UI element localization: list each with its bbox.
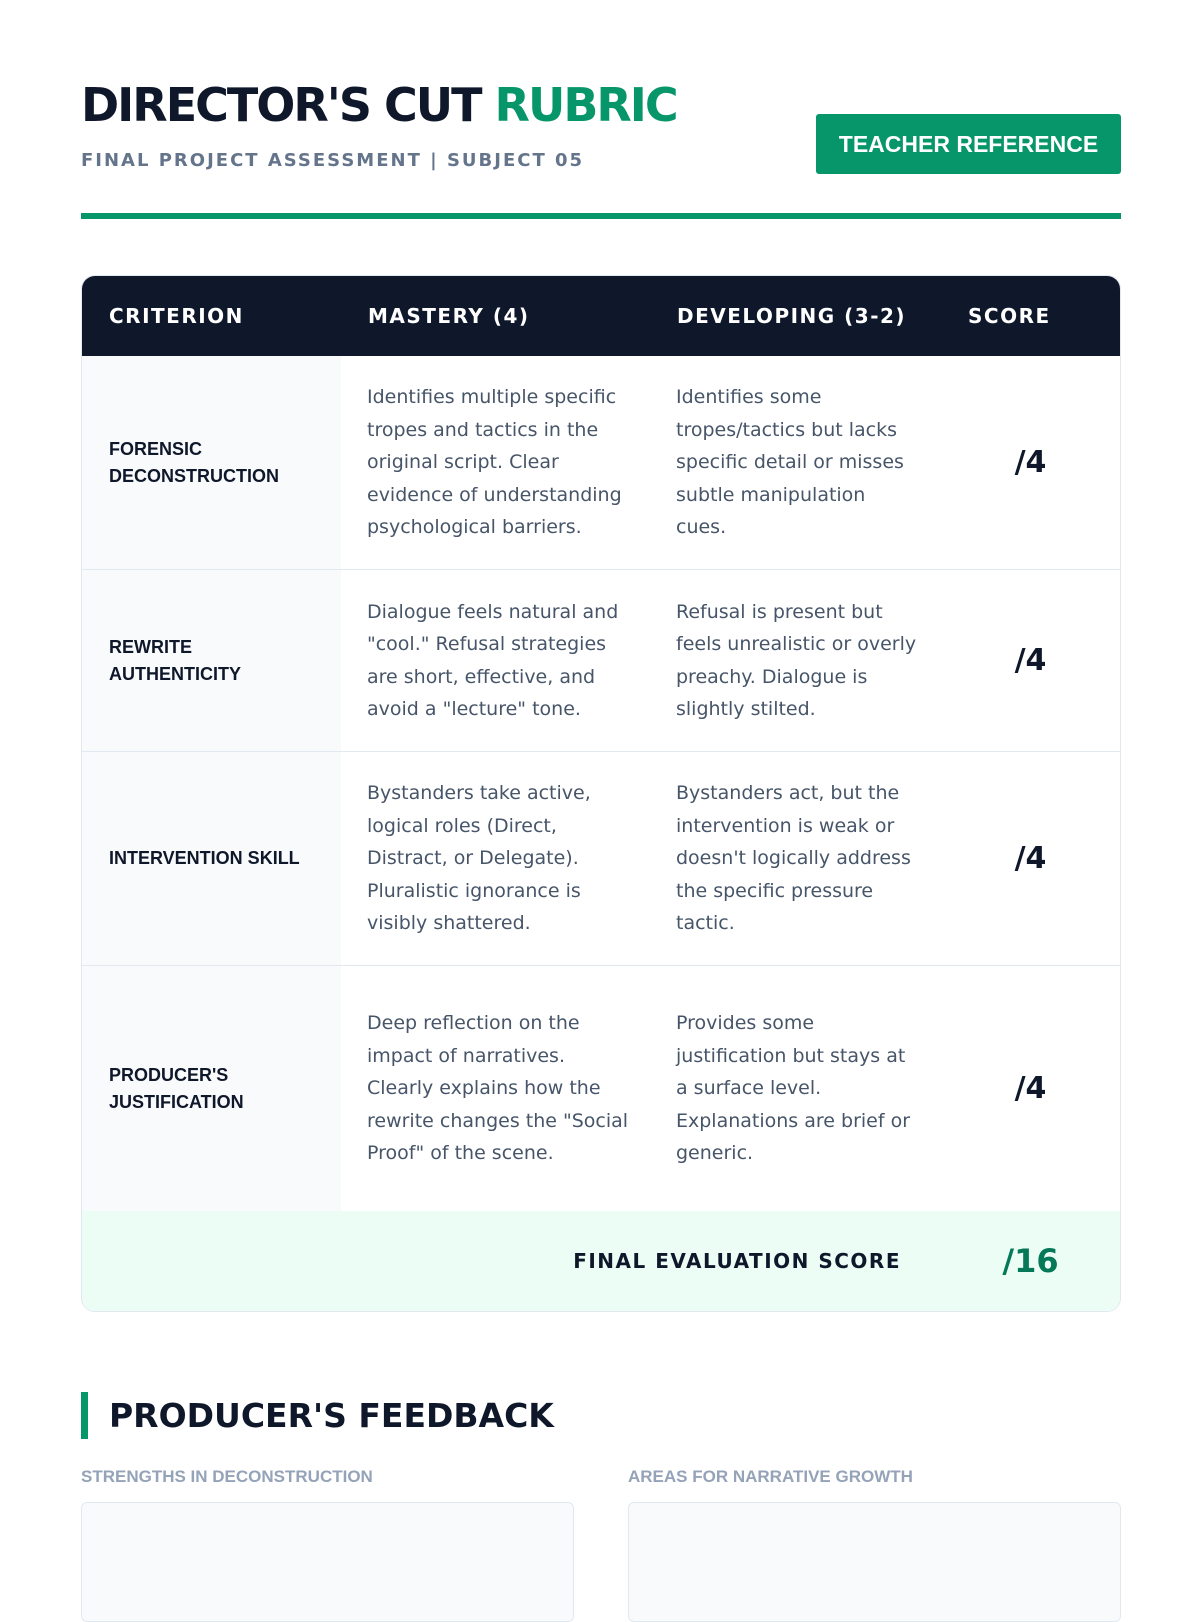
- header-divider: [81, 213, 1121, 219]
- mastery-text: Deep reflection on the impact of narratives. Clearly explains how the rewrite changes the "Social Proof" of the scene.: [367, 1012, 629, 1165]
- table-header: [82, 276, 1120, 356]
- table-row: [82, 356, 1120, 569]
- criterion-label: PRODUCER'S JUSTIFICATION: [109, 1064, 244, 1112]
- developing-text: Bystanders act, but the intervention is weak or doesn't logically address the specific pressure tactic.: [676, 782, 911, 935]
- feedback-heading: [81, 1392, 554, 1439]
- growth-input-box[interactable]: [628, 1502, 1121, 1622]
- final-score-label: FINAL EVALUATION SCORE: [573, 1249, 901, 1273]
- criterion-label: INTERVENTION SKILL: [109, 848, 300, 868]
- mastery-cell: [341, 570, 650, 751]
- developing-text: Identifies some tropes/tactics but lacks specific detail or misses subtle manipulation cues.: [676, 386, 904, 539]
- rubric-page: [81, 0, 1121, 1486]
- column-header-criterion: CRITERION: [109, 304, 244, 328]
- title-main: DIRECTOR'S CUT: [81, 78, 481, 132]
- developing-cell: [650, 752, 941, 965]
- strengths-input-box[interactable]: [81, 1502, 574, 1622]
- feedback-accent-bar: [81, 1392, 88, 1439]
- feedback-title: PRODUCER'S FEEDBACK: [109, 1396, 554, 1435]
- table-row: [82, 751, 1120, 965]
- rubric-table: [81, 275, 1121, 1312]
- developing-cell: [650, 356, 941, 569]
- criterion-label: FORENSIC DECONSTRUCTION: [109, 438, 279, 486]
- table-row: [82, 569, 1120, 751]
- score-cell: /4: [1014, 445, 1047, 480]
- page-header: [81, 0, 1121, 222]
- page-subtitle: FINAL PROJECT ASSESSMENT | SUBJECT 05: [81, 150, 585, 171]
- column-header-developing: DEVELOPING (3-2): [677, 304, 907, 328]
- mastery-text: Dialogue feels natural and "cool." Refusal strategies are short, effective, and avoid a "lecture" tone.: [367, 600, 619, 720]
- criterion-label: REWRITE AUTHENTICITY: [109, 636, 241, 684]
- growth-label: AREAS FOR NARRATIVE GROWTH: [628, 1467, 913, 1486]
- developing-cell: [650, 570, 941, 751]
- criterion-cell: [82, 966, 341, 1211]
- final-score-row: [82, 1211, 1120, 1311]
- score-cell: /4: [1014, 841, 1047, 876]
- mastery-cell: [341, 356, 650, 569]
- criterion-cell: [82, 752, 341, 965]
- criterion-cell: [82, 356, 341, 569]
- mastery-cell: [341, 752, 650, 965]
- table-body: [82, 356, 1120, 1211]
- developing-text: Refusal is present but feels unrealistic or overly preachy. Dialogue is slightly stilted.: [676, 600, 917, 720]
- mastery-text: Bystanders take active, logical roles (Direct, Distract, or Delegate). Pluralistic ignorance is visibly shattered.: [367, 782, 591, 935]
- developing-cell: [650, 966, 941, 1211]
- teacher-reference-badge: TEACHER REFERENCE: [816, 114, 1121, 174]
- developing-text: Provides some justification but stays at a surface level. Explanations are brief or generic.: [676, 1012, 911, 1165]
- strengths-label: STRENGTHS IN DECONSTRUCTION: [81, 1467, 373, 1486]
- mastery-cell: [341, 966, 650, 1211]
- mastery-text: Identifies multiple specific tropes and tactics in the original script. Clear evidence of understanding psychological barriers.: [367, 386, 622, 539]
- criterion-cell: [82, 570, 341, 751]
- column-header-score: SCORE: [968, 304, 1051, 328]
- table-row: [82, 965, 1120, 1211]
- score-cell: /4: [1014, 1071, 1047, 1106]
- page-title: [81, 78, 677, 132]
- column-header-mastery: MASTERY (4): [368, 304, 530, 328]
- final-score-value: /16: [1002, 1242, 1059, 1280]
- title-accent: RUBRIC: [494, 78, 677, 132]
- score-cell: /4: [1014, 643, 1047, 678]
